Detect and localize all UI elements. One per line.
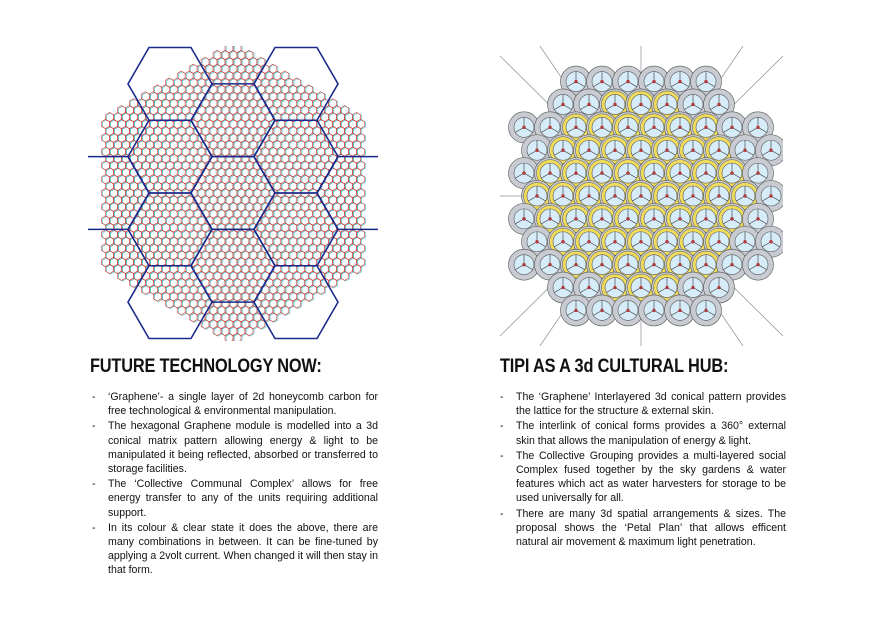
cone-apex: [704, 126, 707, 129]
cone-apex: [691, 194, 694, 197]
cone-apex: [639, 240, 642, 243]
cone-apex: [561, 286, 564, 289]
cone-apex: [587, 286, 590, 289]
cone-apex: [600, 217, 603, 220]
cone-apex: [548, 126, 551, 129]
cone-apex: [691, 240, 694, 243]
cone-apex: [626, 126, 629, 129]
cone-apex: [769, 240, 772, 243]
cone-apex: [717, 286, 720, 289]
bullet-item: - In its colour & clear state it does the above, there are many combinations in between. It can be fine-tuned by applying a 2volt current. When changed it will then stay in that form.: [92, 521, 378, 578]
cone-apex: [548, 263, 551, 266]
cone-apex: [678, 309, 681, 312]
cone-apex: [639, 286, 642, 289]
cone-apex: [678, 80, 681, 83]
cone-apex: [691, 149, 694, 152]
cone-apex: [717, 103, 720, 106]
cone-apex: [600, 171, 603, 174]
cone-apex: [561, 149, 564, 152]
cone-apex: [600, 263, 603, 266]
cone-apex: [652, 217, 655, 220]
cone-apex: [561, 194, 564, 197]
cone-apex: [743, 149, 746, 152]
cone-apex: [704, 171, 707, 174]
cone-apex: [717, 149, 720, 152]
cone-apex: [639, 194, 642, 197]
cone-apex: [600, 309, 603, 312]
module-hexagon: [254, 266, 338, 339]
cone-apex: [678, 126, 681, 129]
cone-apex: [665, 103, 668, 106]
cone-apex: [522, 171, 525, 174]
cone-apex: [574, 309, 577, 312]
cone-apex: [769, 194, 772, 197]
cone-apex: [574, 126, 577, 129]
cone-apex: [574, 80, 577, 83]
cone-apex: [704, 80, 707, 83]
bullet-item: - The hexagonal Graphene module is modelled into a 3d conical matrix pattern allowing energy & light to be manipulated it being reflected, absorbed or transferred to storage facilities.: [92, 419, 378, 476]
heading-future-technology: FUTURE TECHNOLOGY NOW:: [90, 356, 322, 377]
cone-apex: [613, 194, 616, 197]
graphene-hexagon-figure: [88, 46, 378, 341]
bullet-item: - The Collective Grouping provides a multi-layered social Complex fused together by the sky gardens & water features which act as water harvesters for storage to be used universally for all.: [500, 449, 786, 506]
cone-apex: [626, 263, 629, 266]
cone-apex: [587, 103, 590, 106]
cone-apex: [678, 171, 681, 174]
module-hexagon: [128, 48, 212, 121]
cone-apex: [522, 263, 525, 266]
cone-apex: [626, 80, 629, 83]
cone-apex: [691, 103, 694, 106]
cone-apex: [756, 126, 759, 129]
cone-apex: [652, 263, 655, 266]
cone-apex: [730, 126, 733, 129]
bullet-list-future-technology: [92, 390, 378, 579]
cone-apex: [730, 263, 733, 266]
bullet-list-tipi-cultural-hub: [500, 390, 786, 550]
cone-apex: [639, 149, 642, 152]
cone-apex: [743, 194, 746, 197]
cone-apex: [561, 240, 564, 243]
cone-apex: [587, 240, 590, 243]
cone-apex: [678, 217, 681, 220]
cone-apex: [613, 286, 616, 289]
bullet-item: - The ‘Graphene’ Interlayered 3d conical pattern provides the lattice for the structure & external skin.: [500, 390, 786, 418]
cone-apex: [665, 240, 668, 243]
cone-apex: [613, 240, 616, 243]
cone-apex: [730, 217, 733, 220]
cone-apex: [574, 263, 577, 266]
cone-apex: [717, 240, 720, 243]
cone-apex: [756, 217, 759, 220]
cone-apex: [665, 194, 668, 197]
cone-apex: [574, 171, 577, 174]
cone-apex: [652, 309, 655, 312]
module-hexagon: [128, 266, 212, 339]
cone-apex: [756, 171, 759, 174]
bullet-item: - The interlink of conical forms provides a 360° external skin that allows the manipulation of energy & light.: [500, 419, 786, 447]
cone-apex: [704, 263, 707, 266]
cone-apex: [652, 80, 655, 83]
cone-apex: [561, 103, 564, 106]
cone-apex: [756, 263, 759, 266]
cone-apex: [587, 149, 590, 152]
cone-apex: [639, 103, 642, 106]
cone-apex: [600, 80, 603, 83]
bullet-item: - The ‘Collective Communal Complex’ allows for free energy transfer to any of the units requiring additional support.: [92, 477, 378, 520]
cone-apex: [626, 171, 629, 174]
cone-apex: [535, 240, 538, 243]
cone-apex: [626, 309, 629, 312]
cone-apex: [652, 126, 655, 129]
bullet-item: - There are many 3d spatial arrangements & sizes. The proposal shows the ‘Petal Plan’ that allows efficent natural air movement & maximum light penetration.: [500, 507, 786, 550]
cone-apex: [730, 171, 733, 174]
cone-apex: [613, 103, 616, 106]
cone-apex: [665, 286, 668, 289]
cone-apex: [522, 126, 525, 129]
heading-tipi-cultural-hub: TIPI AS A 3d CULTURAL HUB:: [500, 356, 729, 377]
cone-apex: [678, 263, 681, 266]
cone-apex: [717, 194, 720, 197]
cone-apex: [574, 217, 577, 220]
cone-apex: [652, 171, 655, 174]
cone-apex: [548, 217, 551, 220]
cone-apex: [535, 194, 538, 197]
cone-apex: [704, 217, 707, 220]
cone-apex: [522, 217, 525, 220]
cone-apex: [613, 149, 616, 152]
bullet-item: - ‘Graphene’- a single layer of 2d honeycomb carbon for free technological & environmental manipulation.: [92, 390, 378, 418]
cone-apex: [704, 309, 707, 312]
cone-apex: [626, 217, 629, 220]
cone-apex: [743, 240, 746, 243]
cone-apex: [587, 194, 590, 197]
cone-apex: [600, 126, 603, 129]
petal-plan-figure: [500, 46, 783, 346]
cone-apex: [691, 286, 694, 289]
module-hexagon: [254, 48, 338, 121]
cone-apex: [535, 149, 538, 152]
cone-apex: [548, 171, 551, 174]
cone-apex: [769, 149, 772, 152]
cone-apex: [665, 149, 668, 152]
